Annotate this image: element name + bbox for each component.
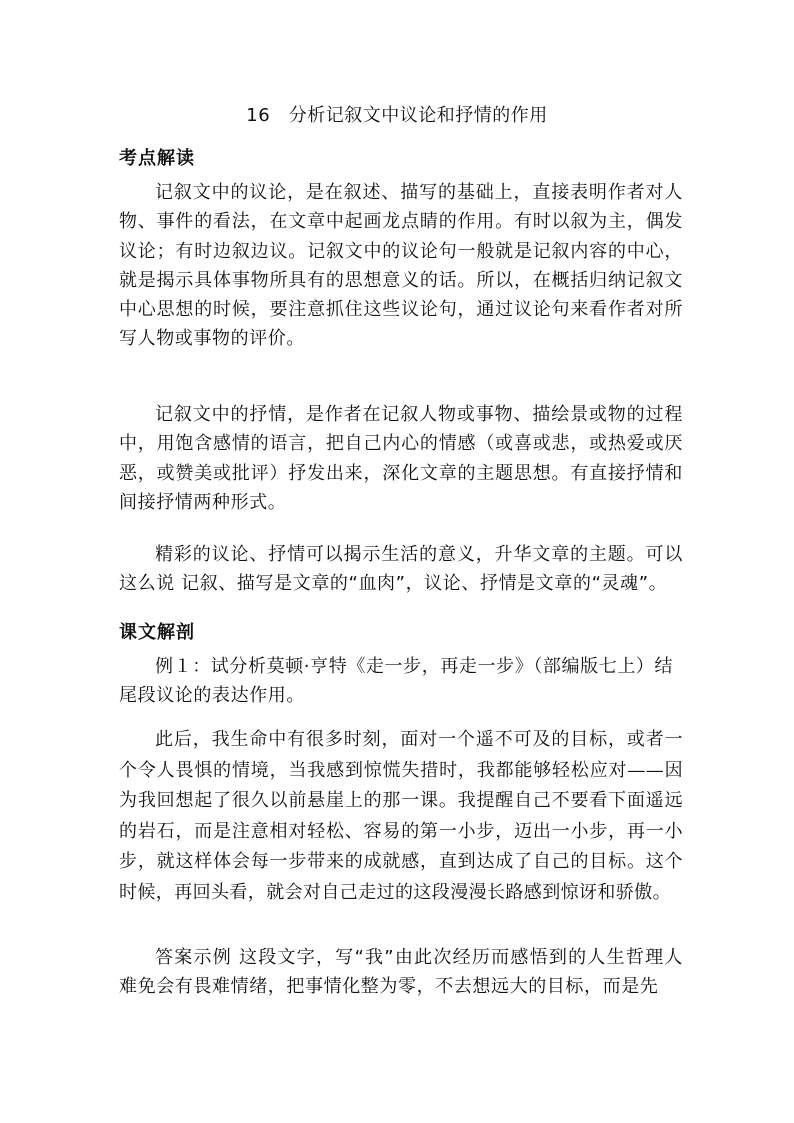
paragraph-lyric: 记叙文中的抒情，是作者在记叙人物或事物、描绘景或物的过程中，用饱含感情的语言，把自己内心的情感（或喜或悲，或热爱或厌恶，或赞美或批评）抒发出来，深化文章的主题思想。有直接抒情和间接抒情两种形式。 [119,404,683,513]
paragraph-summary: 精彩的议论、抒情可以揭示生活的意义，升华文章的主题。可以这么说 记叙、描写是文章的“血肉”，议论、抒情是文章的“灵魂”。 [119,544,683,595]
example-question: 例１：试分析莫顿·亨特《走一步，再走一步》（部编版七上）结尾段议论的表达作用。 [119,656,674,707]
quoted-passage: 此后，我生命中有很多时刻，面对一个遥不可及的目标，或者一个令人畏惧的情境，当我感到惊慌失措时，我都能够轻松应对——因为我回想起了很久以前悬崖上的那一课。我提醒自己不要看下面遥远的岩石，而是注意相对轻松、容易的第一小步，迈出一小步，再一小步，就这样体会每一步带来的成就感，直到达成了自己的目标。这个时候，再回头看，就会对自己走过的这段漫漫长路感到惊讶和骄傲。 [119,729,683,903]
paragraph-discussion: 记叙文中的议论，是在叙述、描写的基础上，直接表明作者对人物、事件的看法，在文章中起画龙点睛的作用。有时以叙为主，偶发议论；有时边叙边议。记叙文中的议论句一般就是记叙内容的中心，就是揭示具体事物所具有的思想意义的话。所以，在概括归纳记叙文中心思想的时候，要注意抓住这些议论句，通过议论句来看作者对所写人物或事物的评价。 [119,182,683,350]
section-heading-analysis: 考点解读 [119,148,195,169]
section-heading-lesson: 课文解剖 [119,622,195,643]
page-title: 16 分析记叙文中议论和抒情的作用 [246,105,548,126]
answer-example: 答案示例 这段文字，写“我”由此次经历而感悟到的人生哲理人难免会有畏难情绪，把事情化整为零，不去想远大的目标，而是先 [119,947,683,998]
